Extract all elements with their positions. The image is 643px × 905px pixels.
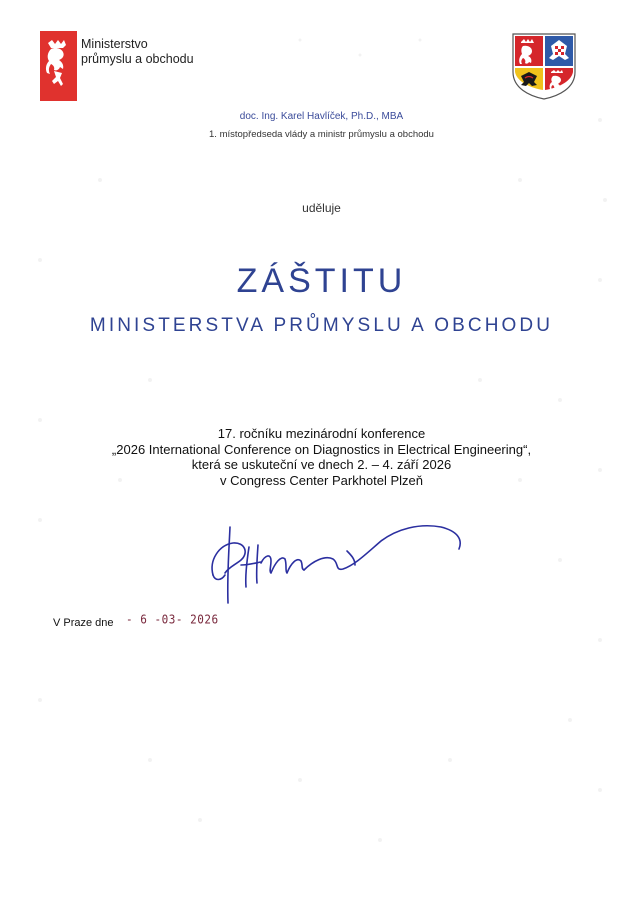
document-subtitle: MINISTERSTVA PRŮMYSLU A OBCHODU: [89, 315, 554, 336]
handwritten-signature: [205, 515, 470, 610]
date-label: V Praze dne: [53, 617, 114, 629]
signer-name: doc. Ing. Karel Havlíček, Ph.D., MBA: [239, 111, 404, 122]
ministry-name-line2: průmyslu a obchodu: [81, 52, 194, 66]
grant-verb: uděluje: [302, 201, 341, 215]
lion-emblem-icon: [40, 31, 77, 101]
document-title: ZÁŠTITU: [236, 262, 407, 300]
body-line: 17. ročníku mezinárodní konference: [217, 426, 426, 441]
ministry-name-line1: Ministerstvo: [81, 37, 148, 51]
body-line: „2026 International Conference on Diagnostics in Electrical Engineering“,: [111, 441, 532, 457]
ministry-name: [81, 37, 194, 67]
ministry-logo: [40, 31, 77, 101]
body-line: v Congress Center Parkhotel Plzeň: [219, 472, 424, 488]
signer-role: 1. místopředseda vlády a ministr průmyslu a obchodu: [209, 129, 434, 140]
date-stamp: - 6 -03- 2026: [126, 612, 219, 627]
body-line: která se uskuteční ve dnech 2. – 4. září 2026: [191, 457, 452, 472]
patronage-text: [0, 426, 643, 488]
coat-of-arms-icon: [511, 32, 577, 100]
